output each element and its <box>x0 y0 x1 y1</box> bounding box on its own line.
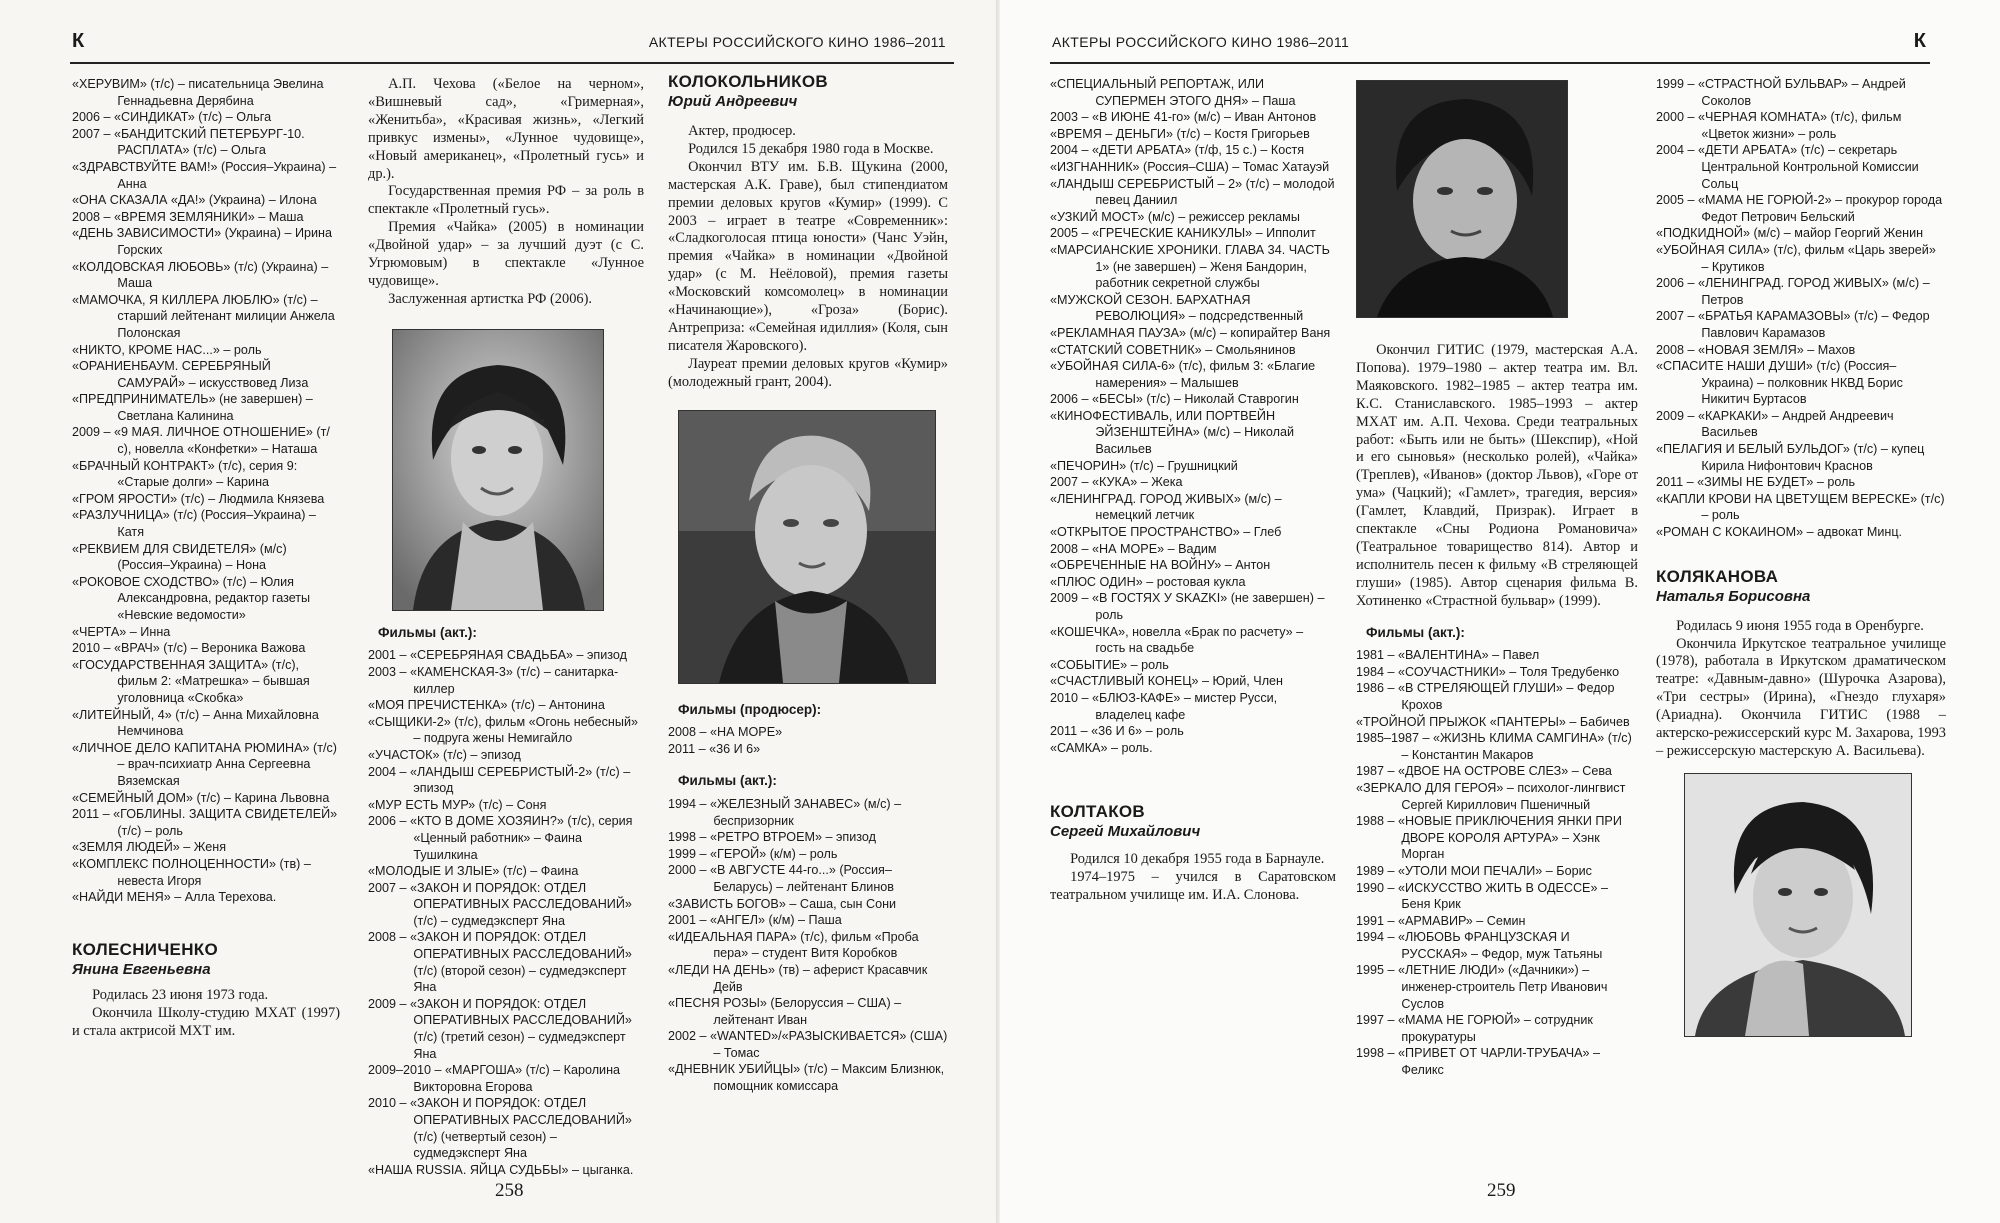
film-entry: «ОТКРЫТОЕ ПРОСТРАНСТВО» – Глеб <box>1050 525 1282 540</box>
film-entry: 2009 – «ЗАКОН И ПОРЯДОК: ОТДЕЛ ОПЕРАТИВНЫХ РАССЛЕДОВАНИЙ» (т/с) (третий сезон) – судмедэксперт Яна <box>368 996 632 1061</box>
person-given-name: Наталья Борисовна <box>1656 587 1811 605</box>
film-entry: «ОРАНИЕНБАУМ. СЕРЕБРЯНЫЙ САМУРАЙ» – искусствовед Лиза <box>72 359 309 390</box>
entry-kolesnichenko <box>72 940 340 979</box>
bio-paragraph: Лауреат премии деловых кругов «Кумир» (молодежный грант, 2004). <box>668 355 948 390</box>
film-entry: «ОБРЕЧЕННЫЕ НА ВОЙНУ» – Антон <box>1050 558 1271 573</box>
film-entry: 2010 – «ЗАКОН И ПОРЯДОК: ОТДЕЛ ОПЕРАТИВНЫХ РАССЛЕДОВАНИЙ» (т/с) (четвертый сезон) – судмедэксперт Яна <box>368 1096 632 1161</box>
person-given-name: Сергей Михайлович <box>1050 823 1201 841</box>
film-entry: «НИКТО, КРОМЕ НАС...» – роль <box>72 342 262 357</box>
right-page <box>1000 0 2000 1223</box>
producer-header: Фильмы (продюсер): <box>678 701 822 717</box>
portrait-kolesnichenko <box>393 330 603 610</box>
film-entry: «ИДЕАЛЬНАЯ ПАРА» (т/с), фильм «Проба пера» – студент Витя Коробков <box>668 929 919 961</box>
film-entry: «ИЗГНАННИК» (Россия–США) – Томас Хатауэй <box>1050 159 1330 174</box>
film-entry: «ЧЕРТА» – Инна <box>72 624 171 639</box>
films-header: Фильмы (акт.): <box>678 773 777 789</box>
film-entry: «ЗДРАВСТВУЙТЕ ВАМ!» (Россия–Украина) – Анна <box>72 159 337 191</box>
film-entry: «СЧАСТЛИВЫЙ КОНЕЦ» – Юрий, Член <box>1050 674 1284 689</box>
film-entry: «ГРОМ ЯРОСТИ» (т/с) – Людмила Князева <box>72 491 325 506</box>
film-entry: 2011 – «ЗИМЫ НЕ БУДЕТ» – роль <box>1656 475 1856 490</box>
film-entry: «ЗАВИСТЬ БОГОВ» – Саша, сын Сони <box>668 896 897 911</box>
person-bio <box>1050 851 1336 905</box>
film-entry: «КИНОФЕСТИВАЛЬ, ИЛИ ПОРТВЕЙН ЭЙЗЕНШТЕЙНА» (м/с) – Николай Васильев <box>1050 408 1294 457</box>
film-entry: 2006 – «ЛЕНИНГРАД. ГОРОД ЖИВЫХ» (м/с) – Петров <box>1656 276 1930 307</box>
actress-photo <box>1684 773 1912 1037</box>
actor-photo <box>1356 80 1568 318</box>
film-entry: 2011 – «ГОБЛИНЫ. ЗАЩИТА СВИДЕТЕЛЕЙ» (т/с) – роль <box>72 807 338 838</box>
film-entry: 2003 – «В ИЮНЕ 41-го» (м/с) – Иван Антонов <box>1050 110 1317 125</box>
left-col-3 <box>668 72 948 1095</box>
film-entry: 2005 – «МАМА НЕ ГОРЮЙ-2» – прокурор города Федот Петрович Бельский <box>1656 193 1943 224</box>
portrait-koltakov <box>1357 81 1567 317</box>
film-entry: 2007 – «БАНДИТСКИЙ ПЕТЕРБУРГ-10. РАСПЛАТА» (т/с) – Ольга <box>72 126 305 158</box>
filmography-list <box>72 76 340 906</box>
film-entry: «ДНЕВНИК УБИЙЦЫ» (т/с) – Максим Близнюк, помощник комиссара <box>668 1062 945 1094</box>
film-entry: «ГОСУДАРСТВЕННАЯ ЗАЩИТА» (т/с), фильм 2: «Матрешка» – бывшая уголовница «Скобка» <box>72 657 310 705</box>
filmography-list <box>1656 76 1946 541</box>
film-entry: 2004 – «ДЕТИ АРБАТА» (т/ф, 15 с.) – Костя <box>1050 143 1305 158</box>
film-entry: 1995 – «ЛЕТНИЕ ЛЮДИ» («Дачники») – инженер-строитель Петр Иванович Суслов <box>1356 963 1608 1011</box>
bio-paragraph: Родился 10 декабря 1955 года в Барнауле. <box>1070 851 1325 868</box>
person-bio <box>668 123 948 392</box>
film-entry: «МУР ЕСТЬ МУР» (т/с) – Соня <box>368 797 547 812</box>
film-entry: 2006 – «БЕСЫ» (т/с) – Николай Ставрогин <box>1050 392 1299 407</box>
film-entry: 2009 – «9 МАЯ. ЛИЧНОЕ ОТНОШЕНИЕ» (т/с), новелла «Конфетки» – Наташа <box>72 425 330 457</box>
portrait-kolokolnikov <box>679 411 935 683</box>
filmography-list <box>1050 76 1336 756</box>
film-entry: «СЫЩИКИ-2» (т/с), фильм «Огонь небесный» – подруга жены Немигайло <box>368 714 638 746</box>
header-letter: К <box>72 30 85 52</box>
film-entry: 1981 – «ВАЛЕНТИНА» – Павел <box>1356 648 1540 663</box>
bio-paragraph: Родился 15 декабря 1980 года в Москве. <box>688 140 934 157</box>
film-entry: 2007 – «БРАТЬЯ КАРАМАЗОВЫ» (т/с) – Федор Павлович Карамазов <box>1656 309 1930 340</box>
film-entry: 1999 – «ГЕРОЙ» (к/м) – роль <box>668 846 838 861</box>
person-bio <box>1656 618 1946 761</box>
film-entry: «РОМАН С КОКАИНОМ» – адвокат Минц. <box>1656 525 1903 540</box>
film-entry: «НАЙДИ МЕНЯ» – Алла Терехова. <box>72 890 277 905</box>
film-entry: «САМКА» – роль. <box>1050 740 1153 755</box>
film-entry: «ЗЕМЛЯ ЛЮДЕЙ» – Женя <box>72 840 227 855</box>
bio-continued <box>368 76 644 309</box>
film-entry: «МОЛОДЫЕ И ЗЛЫЕ» (т/с) – Фаина <box>368 864 579 879</box>
film-entry: 1988 – «НОВЫЕ ПРИКЛЮЧЕНИЯ ЯНКИ ПРИ ДВОРЕ КОРОЛЯ АРТУРА» – Хэнк Морган <box>1356 814 1622 862</box>
bio-paragraph: Родилась 23 июня 1973 года. <box>92 986 269 1003</box>
film-entry: «ТРОЙНОЙ ПРЫЖОК «ПАНТЕРЫ» – Бабичев <box>1356 714 1630 729</box>
bio-paragraph: 1974–1975 – учился в Саратовском театральном училище им. И.А. Слонова. <box>1050 869 1336 904</box>
film-entry: «РЕКЛАМНАЯ ПАУЗА» (м/с) – копирайтер Ваня <box>1050 325 1331 340</box>
film-entry: 2004 – «ДЕТИ АРБАТА» (т/с) – секретарь Центральной Контрольной Комиссии Сольц <box>1656 143 1919 191</box>
film-entry: «ПЛЮС ОДИН» – ростовая кукла <box>1050 574 1246 589</box>
films-header: Фильмы (акт.): <box>378 624 477 640</box>
film-entry: «СТАТСКИЙ СОВЕТНИК» – Смольянинов <box>1050 342 1296 357</box>
film-entry: «ОНА СКАЗАЛА «ДА!» (Украина) – Илона <box>72 193 317 208</box>
film-entry: 1985–1987 – «ЖИЗНЬ КЛИМА САМГИНА» (т/с) – Константин Макаров <box>1356 731 1632 762</box>
film-entry: 1997 – «МАМА НЕ ГОРЮЙ» – сотрудник прокуратуры <box>1356 1013 1593 1044</box>
film-entry: 1991 – «АРМАВИР» – Семин <box>1356 913 1526 928</box>
person-bio <box>72 987 340 1041</box>
film-entry: 2011 – «36 И 6» – роль <box>1050 724 1184 739</box>
bio-paragraph: Премия «Чайка» (2005) в номинации «Двойной удар» – за лучший дуэт (с С. Угрюмовым) в спектакле «Лунное чудовище». <box>368 219 644 289</box>
film-entry: 2008 – «НОВАЯ ЗЕМЛЯ» – Махов <box>1656 342 1856 357</box>
person-surname: КОЛЯКАНОВА <box>1656 566 1779 586</box>
running-title: АКТЕРЫ РОССИЙСКОГО КИНО 1986–2011 <box>1052 34 1350 50</box>
film-entry: 2008 – «ЗАКОН И ПОРЯДОК: ОТДЕЛ ОПЕРАТИВНЫХ РАССЛЕДОВАНИЙ» (т/с) (второй сезон) – судмедэксперт Яна <box>368 930 632 995</box>
film-entry: 2008 – «НА МОРЕ» – Вадим <box>1050 541 1217 556</box>
bio-paragraph: Окончил ГИТИС (1979, мастерская А.А. Попова). 1979–1980 – актер театра им. Вл. Маяковского. 1982–1985 – актер театра им. К.С. Станиславского. 1985–1993 – актер МХАТ им. А.П. Чехова. Среди театральных работ: «Быть или не быть» (Шекспир), «Ной и его сыновья» (несколько ролей), «Чайка» (Треплев), «Иванов» (доктор Львов), «Горе от ума» (Чацкий); «Гамлет», трагедия, версия» (Гамлет, Клавдий, Призрак). Играет в спектакле «Сны Родиона Романовича» (Театральное товарищество 814). Автор и исполнитель песен к фильму «В стреляющей глуши» (1985). Автор сценария фильма В. Хотиненко «Страстной бульвар» (1999). <box>1356 342 1638 609</box>
film-entry: «ЛЕНИНГРАД. ГОРОД ЖИВЫХ» (м/с) – немецкий летчик <box>1050 491 1282 523</box>
film-entry: «СОБЫТИЕ» – роль <box>1050 657 1169 672</box>
film-entry: «ЛИЧНОЕ ДЕЛО КАПИТАНА РЮМИНА» (т/с) – врач-психиатр Анна Сергеевна Вяземская <box>72 740 337 788</box>
film-entry: «ПЕЛАГИЯ И БЕЛЫЙ БУЛЬДОГ» (т/с) – купец Кирила Нифонтович Краснов <box>1656 442 1925 473</box>
film-entry: «КОМПЛЕКС ПОЛНОЦЕННОСТИ» (тв) – невеста Игоря <box>72 856 311 888</box>
film-entry: 2001 – «СЕРЕБРЯНАЯ СВАДЬБА» – эпизод <box>368 648 627 663</box>
person-given-name: Юрий Андреевич <box>668 93 798 110</box>
film-entry: «ВРЕМЯ – ДЕНЬГИ» (т/с) – Костя Григорьев <box>1050 126 1310 141</box>
film-entry: 2008 – «ВРЕМЯ ЗЕМЛЯНИКИ» – Маша <box>72 209 304 224</box>
bio-paragraph: Заслуженная артистка РФ (2006). <box>388 290 592 307</box>
producer-list <box>668 724 948 757</box>
film-entry: 2008 – «НА МОРЕ» <box>668 725 783 740</box>
bio-paragraph: Окончила Иркутское театральное училище (1978), работала в Иркутском драматическом театре: «Давным-давно» (Шурочка Азарова), «Три сестры» (Ирина), «Гнездо глухаря» (Ариадна). Окончила ГИТИС (1988 – актерско-режиссерский курс М. Захарова, 1993 – режиссерскую мастерскую А. Васильева). <box>1656 635 1946 759</box>
entry-kolyakanova <box>1656 567 1946 606</box>
film-entry: 1989 – «УТОЛИ МОИ ПЕЧАЛИ» – Борис <box>1356 863 1592 878</box>
person-surname: КОЛТАКОВ <box>1050 802 1145 822</box>
film-entry: 1998 – «ПРИВЕТ ОТ ЧАРЛИ-ТРУБАЧА» – Феликс <box>1356 1046 1601 1078</box>
film-entry: 2011 – «36 И 6» <box>668 741 761 756</box>
film-entry: «ЛАНДЫШ СЕРЕБРИСТЫЙ – 2» (т/с) – молодой певец Даниил <box>1050 176 1335 208</box>
film-entry: «МАМОЧКА, Я КИЛЛЕРА ЛЮБЛЮ» (т/с) – старший лейтенант милиции Анжела Полонская <box>72 292 335 340</box>
film-entry: 1998 – «РЕТРО ВТРОЕМ» – эпизод <box>668 830 876 845</box>
film-entry: 1984 – «СОУЧАСТНИКИ» – Толя Тредубенко <box>1356 664 1620 679</box>
bio-paragraph: Родилась 9 июня 1955 года в Оренбурге. <box>1676 617 1924 634</box>
film-entry: «ПЕСНЯ РОЗЫ» (Белоруссия – США) – лейтенант Иван <box>668 996 902 1027</box>
film-entry: 2003 – «КАМЕНСКАЯ-3» (т/с) – санитарка-киллер <box>368 664 619 696</box>
person-bio-continued <box>1356 342 1638 611</box>
film-entry: 2009–2010 – «МАРГОША» (т/с) – Каролина Викторовна Егорова <box>368 1063 621 1094</box>
film-entry: «РАЗЛУЧНИЦА» (т/с) (Россия–Украина) – Катя <box>72 508 316 540</box>
film-entry: «МАРСИАНСКИЕ ХРОНИКИ. ГЛАВА 34. ЧАСТЬ 1» (не завершен) – Женя Бандорин, работник секретной службы <box>1050 242 1330 291</box>
film-entry: «ХЕРУВИМ» (т/с) – писательница Эвелина Геннадьевна Дерябина <box>72 77 324 108</box>
film-entry: 1986 – «В СТРЕЛЯЮЩЕЙ ГЛУШИ» – Федор Крохов <box>1356 681 1615 712</box>
film-entry: 2006 – «КТО В ДОМЕ ХОЗЯИН?» (т/с), серия «Ценный работник» – Фаина Тушилкина <box>368 814 633 862</box>
entry-kolokolnikov <box>668 72 948 111</box>
right-col-1 <box>1050 76 1336 905</box>
film-entry: 1994 – «ЛЮБОВЬ ФРАНЦУЗСКАЯ И РУССКАЯ» – Федор, муж Татьяны <box>1356 930 1603 961</box>
bio-paragraph: Окончила Школу-студию МХАТ (1997) и стала актрисой МХТ им. <box>72 1004 340 1039</box>
film-entry: «РОКОВОЕ СХОДСТВО» (т/с) – Юлия Александровна, редактор газеты «Невские ведомости» <box>72 574 311 622</box>
film-entry: 2001 – «АНГЕЛ» (к/м) – Паша <box>668 913 842 928</box>
film-entry: 2010 – «ВРАЧ» (т/с) – Вероника Важова <box>72 641 306 656</box>
film-entry: 2006 – «СИНДИКАТ» (т/с) – Ольга <box>72 110 272 125</box>
page-number: 258 <box>495 1180 524 1201</box>
film-entry: 2007 – «ЗАКОН И ПОРЯДОК: ОТДЕЛ ОПЕРАТИВНЫХ РАССЛЕДОВАНИЙ» (т/с) – судмедэксперт Яна <box>368 880 632 928</box>
film-entry: 2009 – «КАРКАКИ» – Андрей Андреевич Васильев <box>1656 408 1894 440</box>
page-number: 259 <box>1487 1180 1516 1201</box>
film-entry: 2004 – «ЛАНДЫШ СЕРЕБРИСТЫЙ-2» (т/с) – эпизод <box>368 764 631 796</box>
film-entry: 2005 – «ГРЕЧЕСКИЕ КАНИКУЛЫ» – Ипполит <box>1050 226 1316 241</box>
film-entry: «УБОЙНАЯ СИЛА-6» (т/с), фильм 3: «Благие намерения» – Малышев <box>1050 359 1316 390</box>
film-entry: «УБОЙНАЯ СИЛА» (т/с), фильм «Царь зверей» – Крутиков <box>1656 242 1936 274</box>
filmography-list <box>368 647 644 1178</box>
film-entry: «ЛЕДИ НА ДЕНЬ» (тв) – аферист Красавчик Дейв <box>668 962 928 994</box>
right-col-3 <box>1656 76 1946 1037</box>
film-entry: «РЕКВИЕМ ДЛЯ СВИДЕТЕЛЯ» (м/с) (Россия–Украина) – Нона <box>72 541 287 573</box>
filmography-list <box>1356 647 1638 1078</box>
film-entry: «МОЯ ПРЕЧИСТЕНКА» (т/с) – Антонина <box>368 698 605 713</box>
film-entry: «ПОДКИДНОЙ» (м/с) – майор Георгий Женин <box>1656 226 1924 241</box>
film-entry: «ДЕНЬ ЗАВИСИМОСТИ» (Украина) – Ирина Горских <box>72 226 332 257</box>
person-given-name: Янина Евгеньевна <box>72 960 211 978</box>
film-entry: 1987 – «ДВОЕ НА ОСТРОВЕ СЛЕЗ» – Сева <box>1356 764 1612 779</box>
film-entry: 1994 – «ЖЕЛЕЗНЫЙ ЗАНАВЕС» (м/с) – беспризорник <box>668 796 902 828</box>
film-entry: 2000 – «В АВГУСТЕ 44-го...» (Россия–Беларусь) – лейтенант Блинов <box>668 863 894 894</box>
bio-paragraph: Государственная премия РФ – за роль в спектакле «Пролетный гусь». <box>368 183 644 218</box>
film-entry: 2007 – «КУКА» – Жека <box>1050 475 1183 490</box>
film-entry: «МУЖСКОЙ СЕЗОН. БАРХАТНАЯ РЕВОЛЮЦИЯ» – подсредственный <box>1050 292 1304 324</box>
filmography-list <box>668 796 948 1095</box>
film-entry: «БРАЧНЫЙ КОНТРАКТ» (т/с), серия 9: «Старые долги» – Карина <box>72 458 298 490</box>
bio-paragraph: А.П. Чехова («Белое на черном», «Вишневый сад», «Гримерная», «Женитьба», «Красивая жизнь», «Легкий привкус измены», «Лунное чудовище», «Новый американец», «Пролетный гусь» и др.). <box>368 76 644 182</box>
bio-paragraph: Окончил ВТУ им. Б.В. Щукина (2000, мастерская А.К. Граве), был стипендиатом премии деловых кругов «Кумир» (1999). С 2003 – играет в театре «Современник»: «Сладкоголосая птица юности» (Чанс Уэйн, премия «Чайка» в номинации «Двойной удар» (с М. Неёловой), премия газеты «Московский комсомолец» в номинации «Начинающие»), «Гроза» (Борис). Антреприза: «Семейная идиллия» (Коля, сын писателя Жаровского). <box>668 158 948 354</box>
running-title: АКТЕРЫ РОССИЙСКОГО КИНО 1986–2011 <box>648 34 946 50</box>
film-entry: 1990 – «ИСКУССТВО ЖИТЬ В ОДЕССЕ» – Беня Крик <box>1356 880 1608 912</box>
left-col-1 <box>72 76 340 1040</box>
film-entry: «НАША RUSSIA. ЯЙЦА СУДЬБЫ» – цыганка. <box>368 1162 634 1177</box>
portrait-kolyakanova <box>1685 774 1911 1036</box>
actor-photo <box>678 410 936 684</box>
header-letter: К <box>1913 30 1926 52</box>
film-entry: 2009 – «В ГОСТЯХ У SKAZKI» (не завершен) – роль <box>1050 591 1325 622</box>
right-col-2 <box>1356 76 1638 1079</box>
film-entry: «КОШЕЧКА», новелла «Брак по расчету» – гость на свадьбе <box>1050 624 1304 656</box>
left-col-2 <box>368 76 644 1178</box>
film-entry: «СПЕЦИАЛЬНЫЙ РЕПОРТАЖ, ИЛИ СУПЕРМЕН ЭТОГО ДНЯ» – Паша <box>1050 77 1296 108</box>
film-entry: «СПАСИТЕ НАШИ ДУШИ» (т/с) (Россия–Украина) – полковник НКВД Борис Никитич Буртасов <box>1656 359 1903 407</box>
actress-photo <box>392 329 604 611</box>
film-entry: «ЗЕРКАЛО ДЛЯ ГЕРОЯ» – психолог-лингвист Сергей Кириллович Пшеничный <box>1356 780 1626 812</box>
film-entry: «ПРЕДПРИНИМАТЕЛЬ» (не завершен) – Светлана Калинина <box>72 392 313 423</box>
bio-paragraph: Актер, продюсер. <box>688 123 796 139</box>
film-entry: 2000 – «ЧЕРНАЯ КОМНАТА» (т/с), фильм «Цветок жизни» – роль <box>1656 110 1902 141</box>
films-header: Фильмы (акт.): <box>1366 624 1465 640</box>
page-header-left <box>70 26 954 64</box>
person-surname: КОЛЕСНИЧЕНКО <box>72 939 218 959</box>
entry-koltakov <box>1050 802 1336 841</box>
page-header-right <box>1050 26 1930 64</box>
person-surname: КОЛОКОЛЬНИКОВ <box>668 72 828 91</box>
film-entry: «СЕМЕЙНЫЙ ДОМ» (т/с) – Карина Львовна <box>72 790 330 805</box>
film-entry: «ЛИТЕЙНЫЙ, 4» (т/с) – Анна Михайловна Немчинова <box>72 707 319 739</box>
film-entry: 2002 – «WANTED»/«РАЗЫСКИВАЕТСЯ» (США) – Томас <box>668 1029 948 1060</box>
film-entry: «КОЛДОВСКАЯ ЛЮБОВЬ» (т/с) (Украина) – Маша <box>72 259 329 291</box>
film-entry: «УЧАСТОК» (т/с) – эпизод <box>368 747 521 762</box>
film-entry: 1999 – «СТРАСТНОЙ БУЛЬВАР» – Андрей Соколов <box>1656 77 1906 108</box>
film-entry: 2010 – «БЛЮЗ-КАФЕ» – мистер Русси, владелец кафе <box>1050 690 1278 722</box>
film-entry: «КАПЛИ КРОВИ НА ЦВЕТУЩЕМ ВЕРЕСКЕ» (т/с) – роль <box>1656 491 1945 523</box>
film-entry: «УЗКИЙ МОСТ» (м/с) – режиссер рекламы <box>1050 209 1300 224</box>
film-entry: «ПЕЧОРИН» (т/с) – Грушницкий <box>1050 458 1238 473</box>
